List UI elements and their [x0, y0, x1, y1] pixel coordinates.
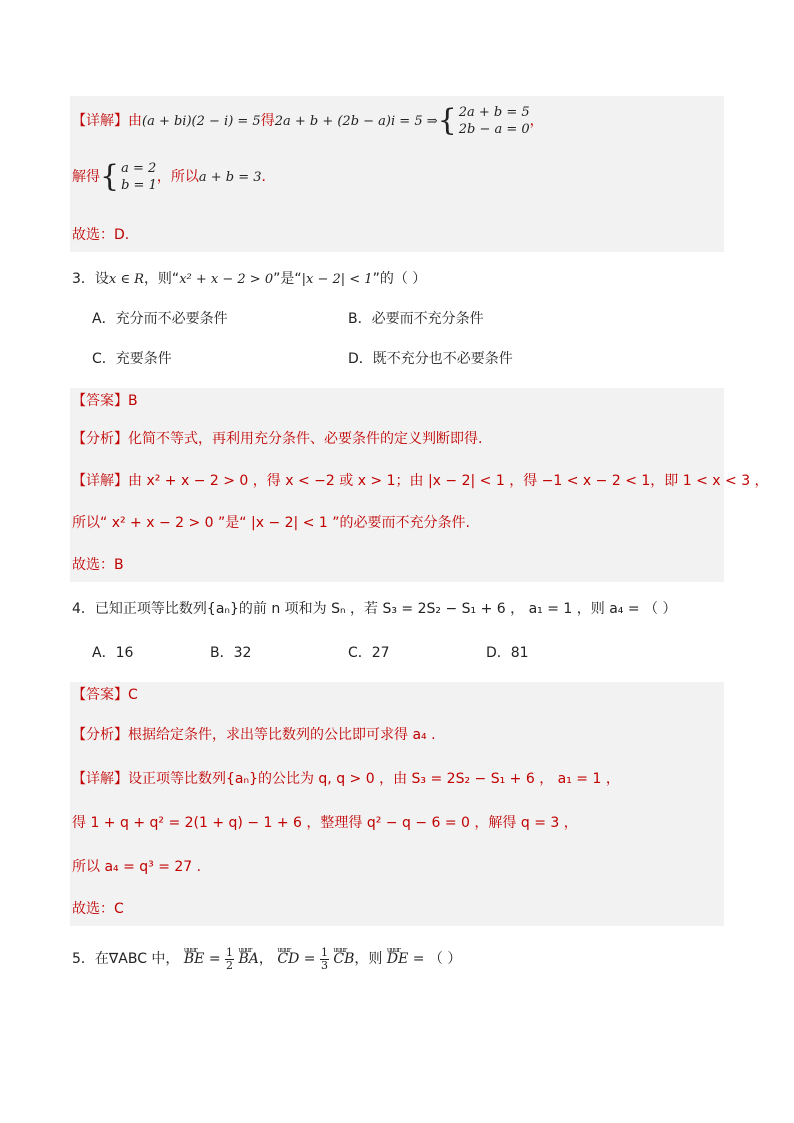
q3-choice: 故选：B [72, 557, 124, 573]
q3-domain: x ∈ R [108, 272, 144, 287]
q4-detail: 设正项等比数列{aₙ}的公比为 q, q > 0 ，由 S₃ = 2S₂ − S₁ + 6 ， a₁ = 1 ， [128, 771, 620, 787]
q4-line-3: 所以 a₄ = q³ = 27 . [72, 859, 202, 875]
q5-tail: = （ ） [412, 951, 462, 967]
q2-equation-1: (a + bi)(2 − i) = 5 [142, 114, 261, 129]
q4-stem: 4．已知正项等比数列{aₙ}的前 n 项和为 Sₙ ，若 S₃ = 2S₂ − S₁ + 6 ， a₁ = 1 ，则 a₄ = （ ） [72, 601, 677, 617]
system-brace: { [100, 159, 120, 194]
q3-stem-text: ，则“ [143, 271, 180, 287]
q2-solve-mid: ，所以 [156, 169, 199, 185]
q4-option-d: D．81 [486, 645, 529, 661]
detail-tag: 【详解】 [72, 473, 128, 489]
q5-comma: ， [258, 951, 273, 967]
q2-solution-system [121, 160, 157, 194]
q4-option-a: A．16 [92, 645, 134, 661]
q3-analysis-line [72, 428, 482, 450]
fraction-third [320, 947, 329, 972]
q2-detail-line [72, 104, 544, 138]
q3-stem-prefix: 3．设 [72, 271, 109, 287]
detail-tag: 【详解】 [72, 113, 128, 129]
fraction-denominator: 2 [226, 958, 234, 972]
analysis-tag: 【分析】 [72, 431, 128, 447]
q4-option-c: C．27 [348, 645, 390, 661]
q4-analysis-line [72, 724, 436, 746]
detail-tag: 【详解】 [72, 771, 128, 787]
q5-prefix: 5．在∇ABC 中， [72, 951, 180, 967]
q5-stem [72, 944, 461, 974]
q2-system [459, 104, 530, 138]
equals-sign: = [208, 951, 221, 967]
q2-equation-2: 2a + b + (2b − a)i = 5 ⇒ [274, 114, 438, 129]
q3-stem-text-2: ”是“ [273, 271, 302, 287]
vector-cb: uuur CB [333, 944, 354, 974]
q4-analysis: 根据给定条件，求出等比数列的公比即可求得 a₄ . [128, 727, 436, 743]
answer-tag: 【答案】 [72, 687, 128, 703]
q3-answer-line [72, 390, 138, 412]
q3-stem [72, 268, 426, 291]
q2-solution-a: a = 2 [121, 161, 157, 176]
q3-inequality-2: |x − 2| < 1 [301, 272, 373, 287]
equals-sign: = [303, 951, 316, 967]
q2-system-eq-2: 2b − a = 0 [458, 122, 530, 137]
q3-inequality-1: x² + x − 2 > 0 [179, 272, 274, 287]
fraction-numerator: 1 [226, 945, 234, 959]
q2-period: ． [261, 169, 276, 185]
system-brace: { [437, 103, 457, 138]
q2-solution-b: b = 1 [121, 178, 157, 193]
q2-detail-text: 由 [128, 113, 142, 129]
vector-be: uuur BE [184, 944, 205, 974]
q3-option-c: C．充要条件 [92, 351, 172, 367]
analysis-tag: 【分析】 [72, 727, 128, 743]
fraction-half [225, 947, 234, 972]
q2-comma: ， [529, 113, 544, 129]
q3-analysis: 化简不等式，再利用充分条件、必要条件的定义判断即得. [128, 431, 483, 447]
q2-solve-prefix: 解得 [72, 169, 100, 185]
q2-system-eq-1: 2a + b = 5 [458, 105, 530, 120]
q5-then: ，则 [354, 951, 383, 967]
q3-option-a: A．充分而不必要条件 [92, 311, 228, 327]
q3-option-d: D．既不充分也不必要条件 [348, 351, 513, 367]
q4-choice: 故选：C [72, 901, 124, 917]
q3-option-b: B．必要而不充分条件 [348, 311, 484, 327]
q4-line-2: 得 1 + q + q² = 2(1 + q) − 1 + 6 ，整理得 q² − q − 6 = 0 ，解得 q = 3 ， [72, 815, 578, 831]
q3-detail: 由 x² + x − 2 > 0 ，得 x < −2 或 x > 1；由 |x − 2| < 1 ，得 −1 < x − 2 < 1，即 1 < x < 3 ， [128, 473, 769, 489]
q3-answer: B [128, 393, 138, 409]
fraction-numerator: 1 [320, 945, 328, 959]
q2-solve-line [72, 160, 276, 194]
fraction-denominator: 3 [320, 958, 328, 972]
q4-detail-line [72, 768, 620, 790]
q2-choice: 故选：D. [72, 227, 130, 243]
q2-sum-equation: a + b = 3 [198, 170, 262, 185]
vector-cd: uuur CD [277, 944, 299, 974]
answer-tag: 【答案】 [72, 393, 128, 409]
q3-detail-line [72, 470, 769, 492]
q4-answer: C [128, 687, 138, 703]
q4-option-b: B．32 [210, 645, 252, 661]
q3-stem-tail: ”的（ ） [372, 271, 427, 287]
q3-conclusion: 所以“ x² + x − 2 > 0 ”是“ |x − 2| < 1 ”的必要而不充分条件. [72, 515, 470, 531]
vector-ba: uuur BA [239, 944, 259, 974]
q4-answer-line [72, 684, 138, 706]
solution-block-q4 [70, 682, 724, 926]
vector-de: uuur DE [387, 944, 408, 974]
q2-detail-text-2: 得 [260, 113, 275, 129]
